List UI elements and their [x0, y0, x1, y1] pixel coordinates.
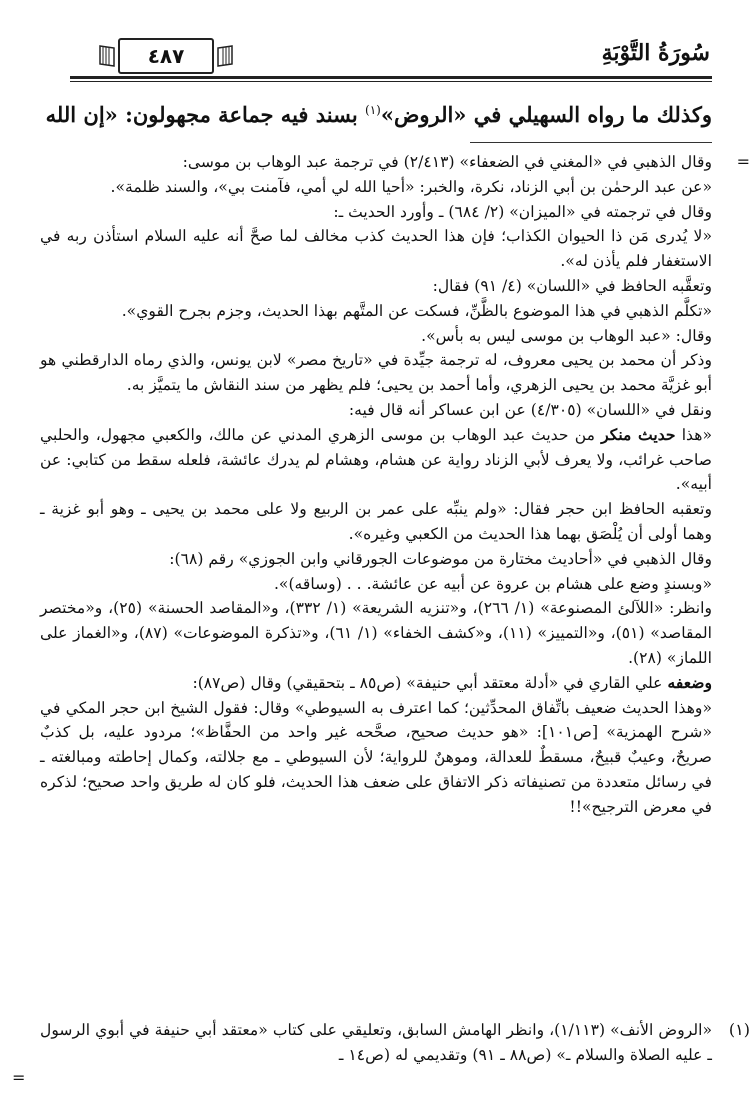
footnote-paragraph: «عن عبد الرحمٰن بن أبي الزناد، نكرة، والخبر: «أحيا الله لي أمي، فآمنت بي»، والسند ظلمة». — [110, 177, 712, 196]
footnote-reference: (١) — [365, 103, 381, 117]
footnote-paragraph: وذكر أن محمد بن يحيى معروف، له ترجمة جيِّدة في «تاريخ مصر» لابن يونس، والذي رماه الدارقطني هو أبو غزيَّة محمد بن يحيى الزهري، وأما أحمد بن يحيى؛ فلم يظهر من سند النقاش ما يتميَّز به. — [40, 351, 712, 395]
header-rule — [70, 76, 712, 79]
footnotes-block — [40, 150, 750, 820]
surah-title: سُورَةُ التَّوْبَةِ — [601, 40, 710, 66]
footnote-paragraph: وقال: «عبد الوهاب بن موسى ليس به بأس». — [421, 326, 712, 345]
continuation-marker: = — [736, 152, 750, 171]
emphasis-text: حديث منكر — [601, 424, 676, 444]
page-header — [70, 38, 710, 78]
footnote-1-marker: (١) — [728, 1020, 750, 1039]
paragraph-body: علي القاري في «أدلة معتقد أبي حنيفة» (ص٨٥ ـ بتحقيقي) وقال (ص٨٧): — [192, 673, 668, 692]
emphasis-text: وضعفه — [667, 672, 712, 692]
page-number-box — [118, 38, 214, 74]
main-text-before: وكذلك ما رواه السهيلي في «الروض» — [380, 102, 712, 127]
book-ornament-icon — [216, 44, 234, 68]
footnote-paragraph: «وهذا الحديث ضعيف باتِّفاق المحدِّثين؛ كما اعترف به السيوطي» وقال: فقول الشيخ ابن حجر المكي في «شرح الهمزية» [ص١٠١]: «هو حديث صحيح، صحَّحه غير واحد من الحفَّاظ»؛ مردود عليه، بل كذبٌ صريحٌ، وعيبٌ قبيحٌ، مسقطٌ للعدالة، وموهنٌ للرواية؛ لأن السيوطي ـ مع جلالته، وكمال إحاطته ومبالغته ـ في رسائل متعددة من تصنيفاته ذكر الاتفاق على ضعف هذا الحديث، فلو كان له طريق واحد صحيح؛ لذكره في معرض الترجيح»!! — [40, 698, 712, 816]
footnote-1-text: «الروض الأنف» (١/١١٣)، وانظر الهامش السابق، وتعليقي على كتاب «معتقد أبي حنيفة في أبوي الرسول ـ عليه الصلاة والسلام ـ» (ص٨٨ ـ ٩١) وتقديمي له (ص١٤ ـ — [40, 1021, 713, 1064]
footnote-paragraph — [40, 671, 712, 696]
header-rule-thin — [70, 81, 712, 82]
footnote-paragraph — [40, 423, 712, 497]
footnote-paragraph: وقال الذهبي في «أحاديث مختارة من موضوعات الجورقاني وابن الجوزي» رقم (٦٨): — [169, 549, 712, 568]
book-ornament-icon — [98, 44, 116, 68]
footnote-1 — [40, 1018, 750, 1068]
main-text-after: بسند فيه جماعة مجهولون: «إن الله — [45, 102, 365, 127]
footnote-paragraph: «وبسندٍ وضع على هشام بن عروة عن أبيه عن عائشة. . . (وساقه)». — [273, 574, 712, 593]
footnote-paragraph: وتعقَّبه الحافظ في «اللسان» (٤/ ٩١) فقال: — [432, 276, 712, 295]
footnote-paragraph: ونقل في «اللسان» (٤/٣٠٥) عن ابن عساكر أنه قال فيه: — [348, 400, 712, 419]
main-text — [40, 90, 712, 135]
footnote-paragraph: «لا يُدرى مَن ذا الحيوان الكذاب؛ فإن هذا الحديث كذب مخالف لما صحَّ أنه عليه السلام استأذن ربه في الاستغفار فلم يأذن له». — [40, 227, 712, 271]
footnote-paragraph: وتعقبه الحافظ ابن حجر فقال: «ولم ينبِّه على عمر بن الربيع ولا على محمد بن يحيى ـ وهو أبو غزية ـ وهما أولى أن يُلْصَق بهما هذا الحديث من الكعبي وغيره». — [40, 500, 712, 543]
footnote-separator — [470, 142, 712, 143]
page-number: ٤٨٧ — [147, 44, 185, 68]
footnote-continuation — [40, 150, 750, 175]
footnote-paragraph: «تكلَّم الذهبي في هذا الموضوع بالظَّنِّ، فسكت عن المتَّهم بهذا الحديث، وجزم بجرح القوي». — [121, 301, 712, 320]
quote-lead: «هذا — [675, 425, 712, 444]
trailing-continuation-marker: = — [12, 1068, 26, 1087]
footnote-paragraph: وانظر: «اللآلئ المصنوعة» (١/ ٢٦٦)، و«تنزيه الشريعة» (١/ ٣٣٢)، و«المقاصد الحسنة» (٢٥)، و«مختصر المقاصد» (٥١)، و«التمييز» (١١)، و«كشف الخفاء» (١/ ٦١)، و«تذكرة الموضوعات» (٨٧)، و«الغماز على اللماز» (٢٨). — [40, 599, 713, 667]
paragraph-body: من حديث عبد الوهاب بن موسى الزهري المدني عن مالك، والكعبي مجهول، والحلبي صاحب غرائب، ولا يعرف لأبي الزناد رواية عن هشام، وهشام لم يدرك عائشة، فلعله سقط من كتابي: عن أبيه». — [40, 425, 712, 494]
footnote-paragraph: وقال الذهبي في «المغني في الضعفاء» (٢/٤١٣) في ترجمة عبد الوهاب بن موسى: — [182, 153, 712, 171]
footnote-paragraph: وقال في ترجمته في «الميزان» (٢/ ٦٨٤) ـ وأورد الحديث ـ: — [333, 202, 712, 221]
